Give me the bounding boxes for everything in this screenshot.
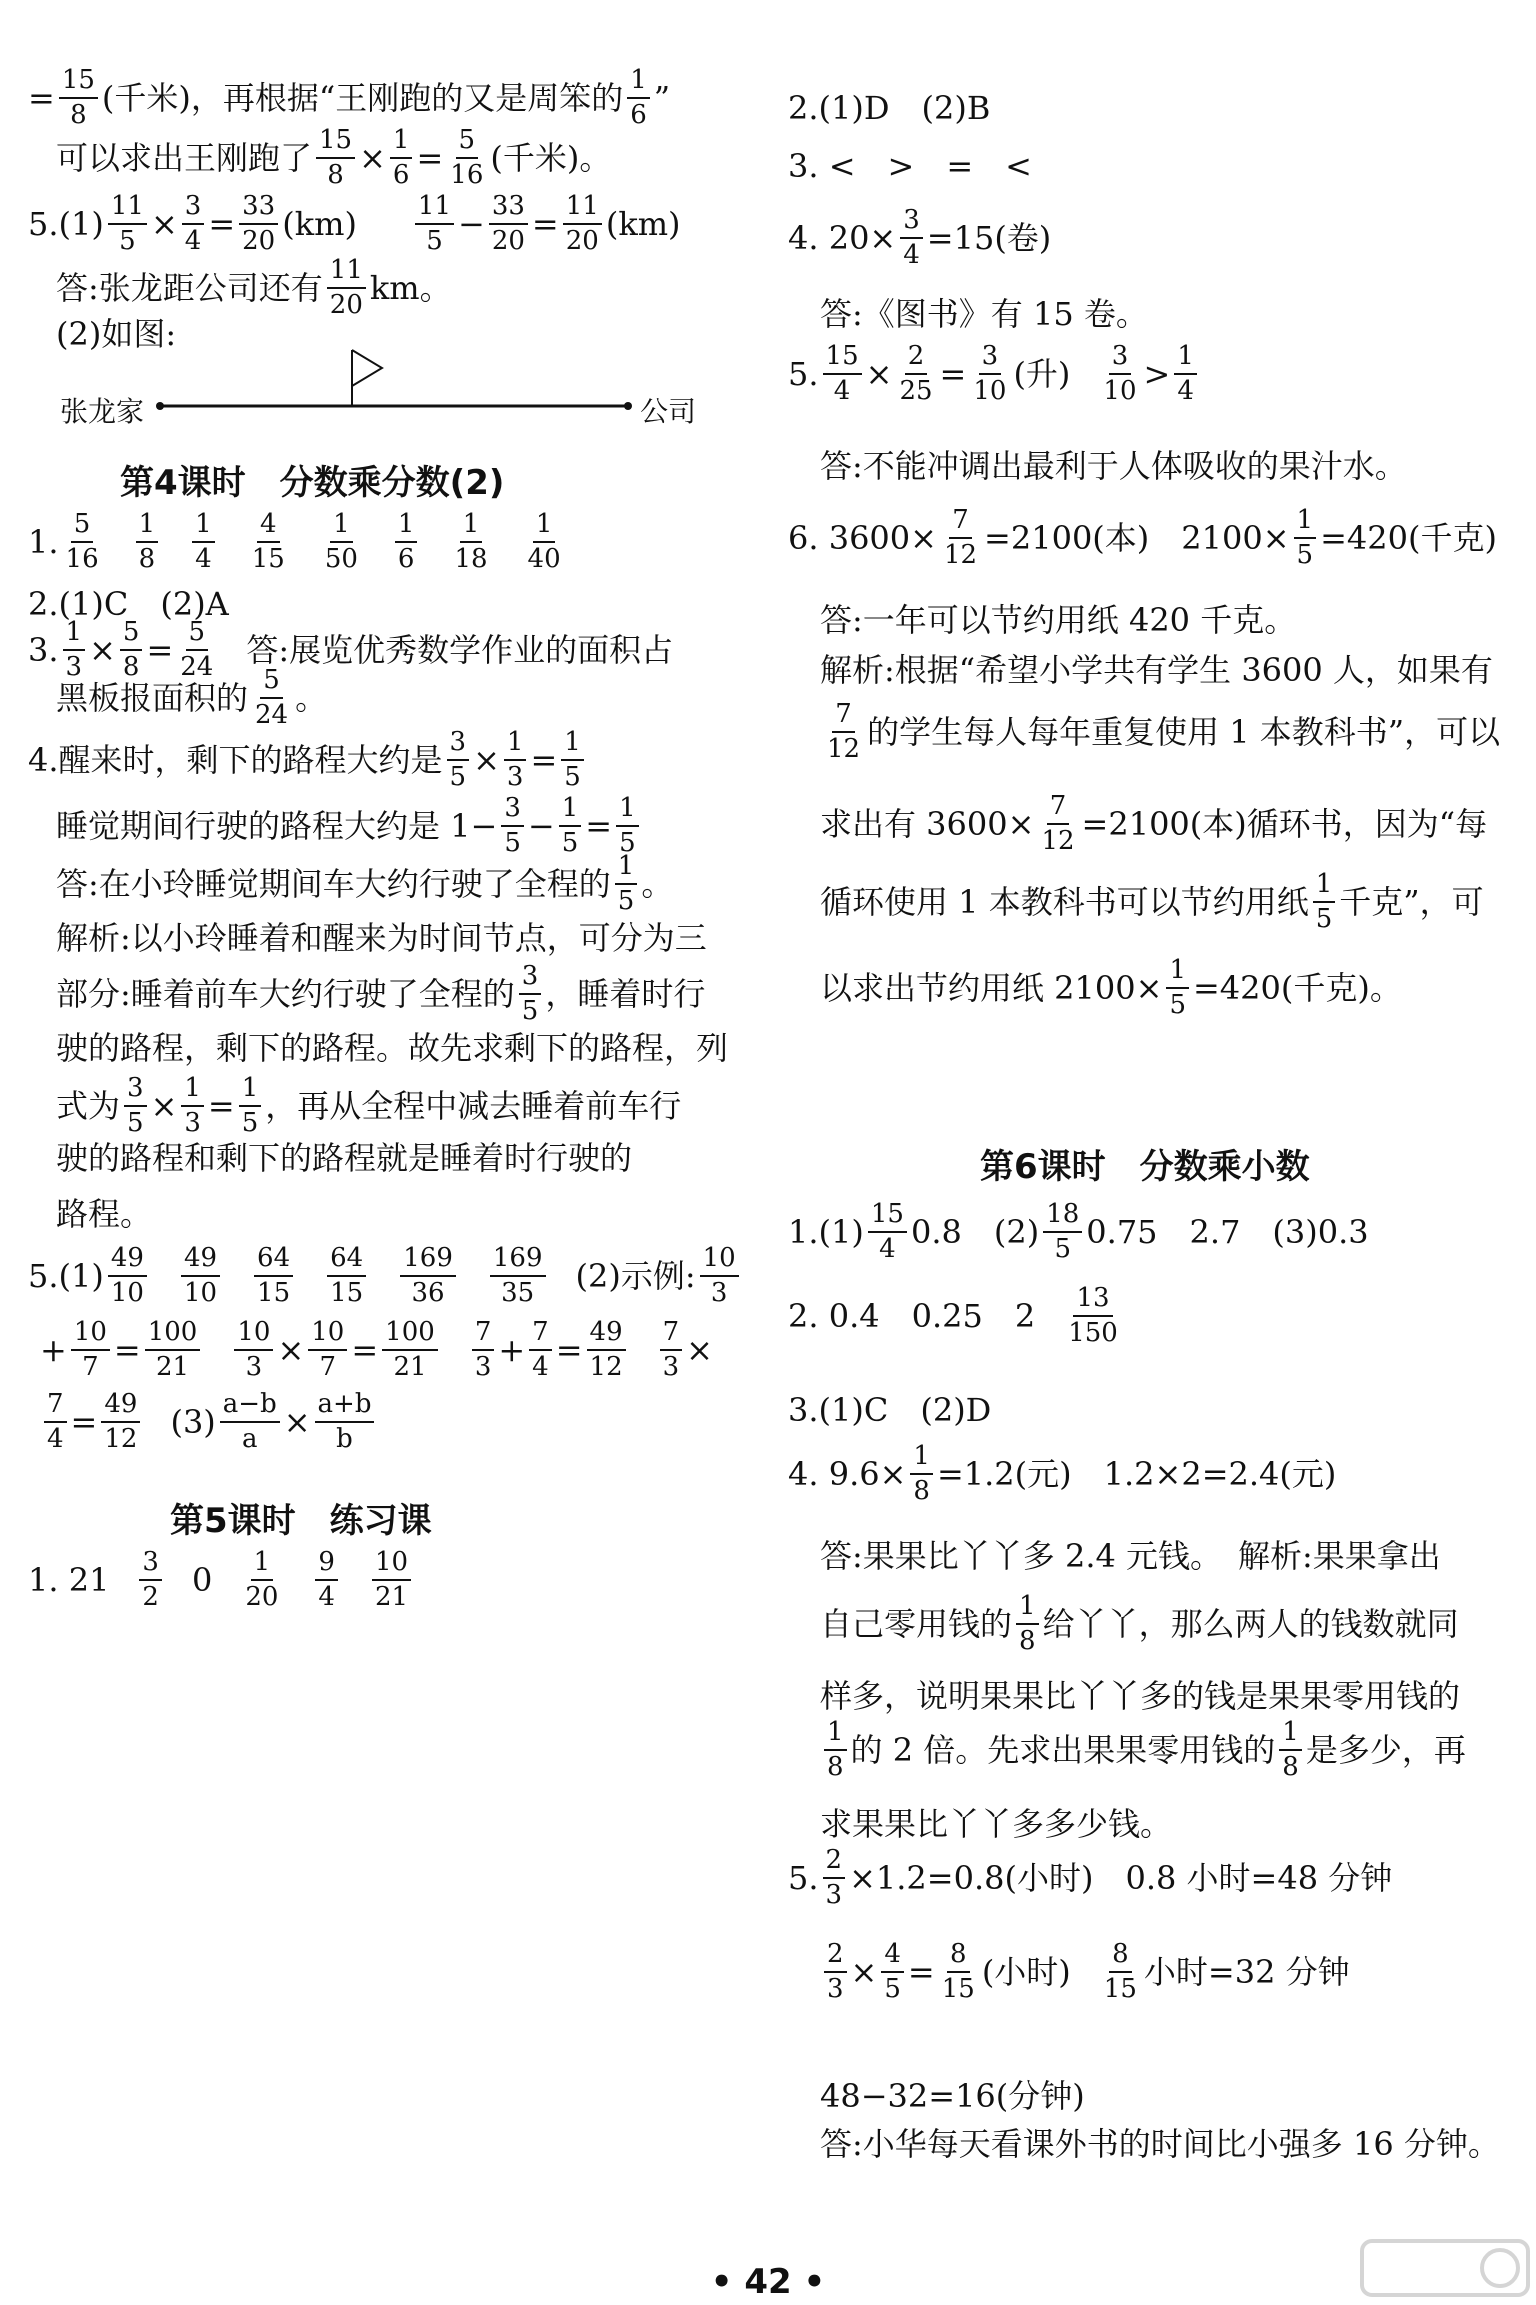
lesson4-q5-b: + 10 7 = 100 21 10 3 × 10 7 = 100 21 7 3 + 7 4 = 49 12 7 3 ×	[40, 1317, 713, 1382]
lesson6-q4-analysis-3: 1 8 的 2 倍。先求出果果零用钱的 1 8 是多少，再	[820, 1718, 1466, 1781]
page-number: • 42 •	[710, 2262, 826, 2302]
lesson6-q4-analysis-4: 求果果比丫丫多多少钱。	[820, 1805, 1173, 1843]
right-q6-analysis-3: 求出有 3600× $\frac{7}{12}$ =2100(本)循环书，因为“每	[820, 791, 1488, 856]
lesson6-q4-answer: 答:果果比丫丫多 2.4 元钱。 解析:果果拿出	[820, 1537, 1441, 1575]
right-q3: 3. < > = <	[788, 147, 1032, 185]
left-line-1: = $\frac{15}{8}$ (千米)，再根据“王刚跑的又是周笨的 1 6 ”	[28, 65, 671, 130]
lesson4-q5-c: 7 4 = 49 12 (3) a−b a × a+b b	[40, 1390, 378, 1453]
lesson4-analysis-3: 驶的路程，剩下的路程。故先求剩下的路程，列	[56, 1029, 729, 1067]
fraction: $\frac{15}{8}$	[59, 66, 98, 129]
lesson6-q4-analysis-2: 样多，说明果果比丫丫多的钱是果果零用钱的	[820, 1677, 1461, 1715]
lesson4-q3: 3. 1 3 × 5 8 = 5 24 答:展览优秀数学作业的面积占	[28, 617, 674, 682]
left-q5-2: (2)如图:	[56, 315, 177, 353]
lesson4-analysis-4: 式为 3 5 × 1 3 = 1 5 ，再从全程中减去睡着前车行	[56, 1073, 682, 1138]
heading-lesson6: 第6课时 分数乘小数	[980, 1147, 1310, 1187]
lesson6-q5-b: 2 3 × 4 5 = 8 15 (小时) 8 15 小时=32 分钟	[820, 1940, 1350, 2003]
lesson4-analysis-2: 部分:睡着前车大约行驶了全程的 3 5 ，睡着时行	[56, 961, 706, 1026]
lesson6-q4: 4. 9.6× $\frac{1}{8}$ =1.2(元) 1.2×2=2.4(元)	[788, 1441, 1337, 1506]
lesson4-q1: 1. 5 16 1 8 1 4 4 15 1 50 1 6 1 18 1 40	[28, 509, 561, 574]
lesson4-q4-answer: 答:在小玲睡觉期间车大约行驶了全程的 1 5 。	[56, 851, 674, 916]
lesson4-q2: 2.(1)C (2)A	[28, 585, 229, 623]
lesson4-q4-b: 睡觉期间行驶的路程大约是 1− $\frac{3}{5}$ − 1 5 = 1 5	[56, 794, 643, 857]
route-line-icon	[60, 340, 700, 430]
heading-lesson5: 第5课时 练习课	[170, 1501, 432, 1541]
right-q6-analysis-4: 循环使用 1 本教科书可以节约用纸 1 5 千克”，可	[820, 869, 1484, 934]
route-diagram	[60, 340, 700, 430]
lesson4-analysis-1: 解析:以小玲睡着和醒来为时间节点，可分为三	[56, 919, 707, 957]
heading-lesson4: 第4课时 分数乘分数(2)	[120, 463, 505, 503]
right-q6-analysis-2: 7 12 的学生每人每年重复使用 1 本教科书”，可以	[827, 699, 1501, 764]
left-q5: 5.(1) 11 5 × 3 4 = 33 20 (km) 11 5 − 33 20 = 11 20 (km)	[28, 191, 681, 256]
lesson4-q4: 4.醒来时，剩下的路程大约是 3 5 × 1 3 = 1 5	[28, 728, 588, 791]
right-q5-answer: 答:不能冲调出最利于人体吸收的果汁水。	[820, 447, 1407, 485]
right-q6-analysis-5: 以求出节约用纸 2100× $\frac{1}{5}$ =420(千克)。	[820, 955, 1402, 1020]
left-line-2: 可以求出王刚跑了 15 8 × 1 6 = 5 16 (千米)。	[56, 125, 612, 190]
lesson6-q5: 5. $\frac{2}{3}$ ×1.2=0.8(小时) 0.8 小时=48 分钟	[788, 1845, 1393, 1910]
lesson4-q3-answer: 黑板报面积的 5 24 。	[56, 665, 328, 730]
label-home: 张龙家	[60, 395, 145, 428]
watermark-logo-icon	[1360, 2235, 1530, 2301]
right-q5: 5. 15 4 × 2 25 = 3 10 (升) 3 10 > 1 4	[788, 342, 1201, 405]
right-q4: 4. 20× $\frac{3}{4}$ =15(卷)	[788, 205, 1052, 270]
lesson4-analysis-5: 驶的路程和剩下的路程就是睡着时行驶的	[56, 1139, 633, 1177]
lesson6-q2: 2. 0.4 0.25 2 13 150	[788, 1283, 1118, 1348]
lesson4-q5: 5.(1) 49 10 49 10 64 15 64 15 169 36 169 35 (2)示例: 10 3	[28, 1244, 743, 1307]
lesson6-q3: 3.(1)C (2)D	[788, 1391, 992, 1429]
lesson6-q1: 1.(1) 15 4 0.8 (2) 18 5 0.75 2.7 (3)0.3	[788, 1199, 1369, 1264]
right-q4-answer: 答:《图书》有 15 卷。	[820, 295, 1148, 333]
fraction: 1 6	[627, 66, 650, 129]
right-q6: 6. 3600× $\frac{7}{12}$ =2100(本) 2100× $\frac{1}{5}$ =420(千克)	[788, 505, 1497, 570]
lesson4-analysis-6: 路程。	[56, 1195, 153, 1233]
lesson6-q5-c: 48−32=16(分钟)	[820, 2077, 1085, 2115]
right-q6-analysis-1: 解析:根据“希望小学共有学生 3600 人，如果有	[820, 651, 1493, 689]
lesson5-q1: 1. 21 3 2 0 1 20 9 4 10 21	[28, 1548, 415, 1611]
lesson6-q5-answer: 答:小华每天看课外书的时间比小强多 16 分钟。	[820, 2125, 1500, 2163]
right-q6-answer: 答:一年可以节约用纸 420 千克。	[820, 601, 1297, 639]
left-q5-answer: 答:张龙距公司还有 11 20 km。	[56, 255, 452, 320]
right-q2: 2.(1)D (2)B	[788, 89, 991, 127]
lesson6-q4-analysis-1: 自己零用钱的 1 8 给丫丫，那么两人的钱数就同	[820, 1591, 1459, 1656]
label-company: 公司	[640, 395, 697, 428]
